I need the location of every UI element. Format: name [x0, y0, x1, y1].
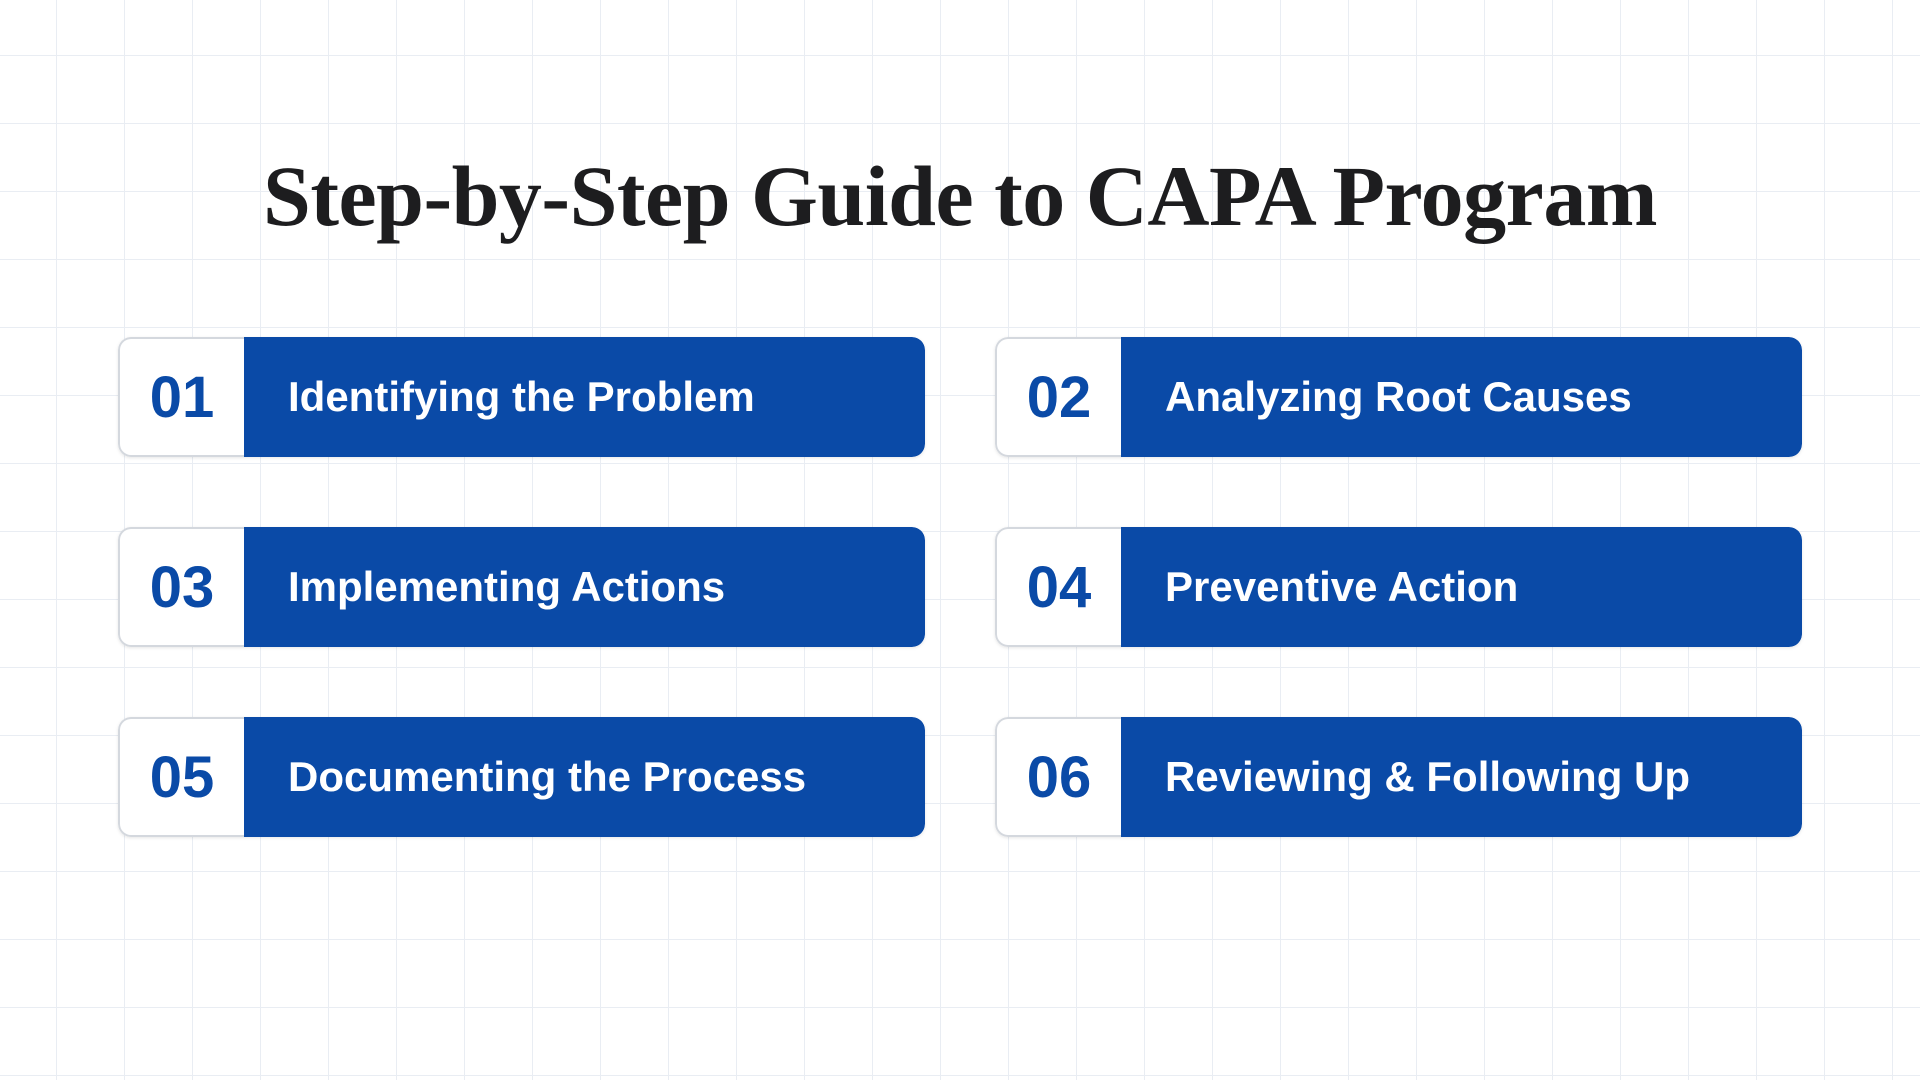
step-label: Analyzing Root Causes [1121, 337, 1802, 457]
step-label: Identifying the Problem [244, 337, 925, 457]
step-card-5 [118, 717, 925, 837]
step-card-4 [995, 527, 1802, 647]
step-card-6 [995, 717, 1802, 837]
step-label: Reviewing & Following Up [1121, 717, 1802, 837]
step-label: Documenting the Process [244, 717, 925, 837]
step-number: 02 [995, 337, 1121, 457]
step-label: Preventive Action [1121, 527, 1802, 647]
step-number: 01 [118, 337, 244, 457]
step-number: 05 [118, 717, 244, 837]
step-card-2 [995, 337, 1802, 457]
step-number: 06 [995, 717, 1121, 837]
step-card-1 [118, 337, 925, 457]
page-title: Step-by-Step Guide to CAPA Program [263, 147, 1657, 244]
step-label: Implementing Actions [244, 527, 925, 647]
step-number: 03 [118, 527, 244, 647]
step-card-3 [118, 527, 925, 647]
step-number: 04 [995, 527, 1121, 647]
